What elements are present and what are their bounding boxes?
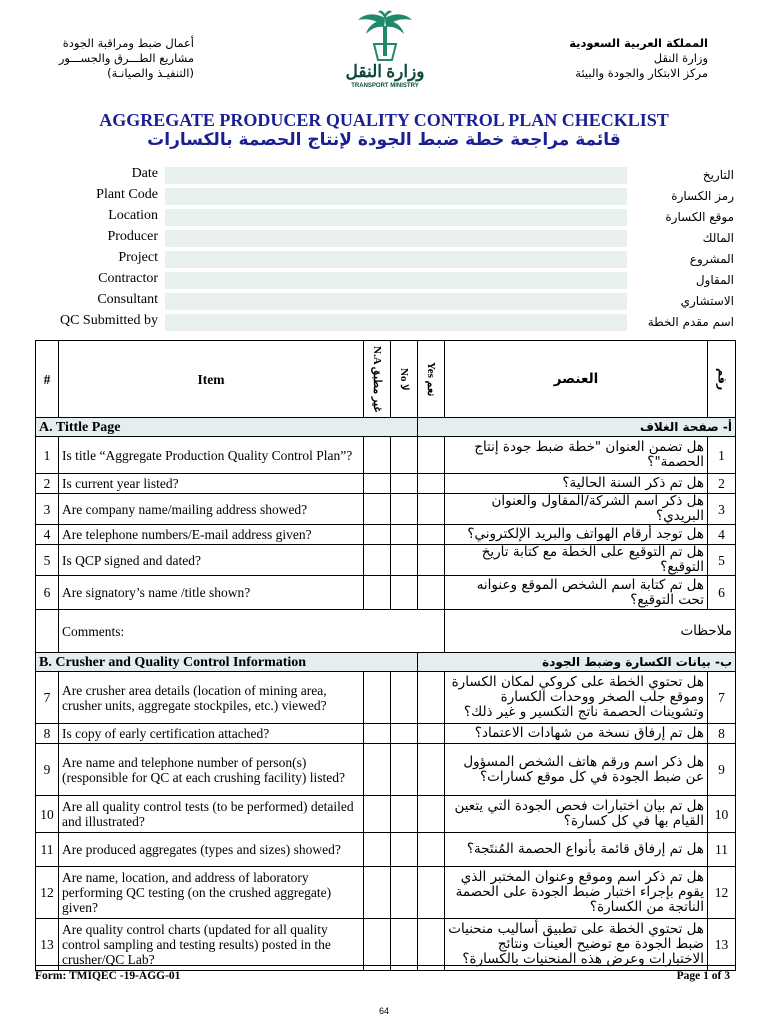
row-item-ar: هل تضمن العنوان "خطة ضبط جودة إنتاج الحصمة"؟ [445, 437, 708, 474]
page-indicator: Page 1 of 3 [676, 970, 730, 982]
yes-checkbox[interactable] [418, 867, 445, 919]
yes-checkbox[interactable] [418, 525, 445, 545]
no-checkbox[interactable] [391, 833, 418, 867]
no-checkbox[interactable] [391, 474, 418, 494]
producer-field[interactable] [165, 230, 627, 247]
row-number: 8 [36, 724, 59, 744]
yes-checkbox[interactable] [418, 576, 445, 610]
row-item-en: Is current year listed? [59, 474, 364, 494]
table-row [36, 796, 736, 833]
no-checkbox[interactable] [391, 576, 418, 610]
row-item-en: Are all quality control tests (to be performed) detailed and illustrated? [59, 796, 364, 833]
row-item-en: Are produced aggregates (types and sizes) showed? [59, 833, 364, 867]
row-number: 12 [36, 867, 59, 919]
row-item-ar: هل تم ذكر السنة الحالية؟ [445, 474, 708, 494]
no-checkbox[interactable] [391, 494, 418, 525]
row-number-ar: 13 [708, 919, 736, 971]
row-item-en: Are crusher area details (location of mining area, crusher units, aggregate stockpiles, etc.) viewed? [59, 672, 364, 724]
row-item-en: Are name and telephone number of person(s) (responsible for QC at each crushing facility) listed? [59, 744, 364, 796]
info-label-en: Location [108, 208, 158, 223]
row-item-ar: هل تم إرفاق نسخة من شهادات الاعتماد؟ [445, 724, 708, 744]
no-checkbox[interactable] [391, 545, 418, 576]
no-checkbox[interactable] [391, 724, 418, 744]
contractor-field[interactable] [165, 272, 627, 289]
plant-code-field[interactable] [165, 188, 627, 205]
consultant-field[interactable] [165, 293, 627, 310]
yes-checkbox[interactable] [418, 474, 445, 494]
row-number: 4 [36, 525, 59, 545]
no-checkbox[interactable] [391, 796, 418, 833]
na-checkbox[interactable] [364, 867, 391, 919]
na-checkbox[interactable] [364, 724, 391, 744]
info-label-en: Consultant [97, 292, 158, 307]
row-item-ar: هل تحتوي الخطة على تطبيق أساليب منحنيات ضبط الجودة مع توضيح العينات ونتائج الاختبارات وعرض هذه المنحنيات بالكسارة؟ [445, 919, 708, 971]
table-row [36, 724, 736, 744]
header-right-line-1: المملكة العربية السعودية [569, 36, 708, 50]
section-title-ar: ب- بيانات الكسارة وضبط الجودة [418, 653, 736, 672]
na-checkbox[interactable] [364, 474, 391, 494]
project-field[interactable] [165, 251, 627, 268]
row-item-en: Is title “Aggregate Production Quality Control Plan”? [59, 437, 364, 474]
table-header-row [36, 341, 736, 418]
row-number: 1 [36, 437, 59, 474]
row-item-ar: هل تم التوقيع على الخطة مع كتابة تاريخ التوقيع؟ [445, 545, 708, 576]
info-row-location [0, 207, 768, 227]
na-checkbox[interactable] [364, 796, 391, 833]
header-left-block [44, 36, 194, 81]
logo-arabic-text: وزارة النقل [345, 62, 425, 81]
info-row-consultant [0, 291, 768, 311]
palm-emblem-icon [330, 10, 440, 65]
row-item-en: Are telephone numbers/E-mail address given? [59, 525, 364, 545]
row-item-en: Is copy of early certification attached? [59, 724, 364, 744]
header-num-ar [708, 341, 736, 418]
row-number: 13 [36, 919, 59, 971]
header-no-label: No لا [398, 367, 410, 391]
section-header-a [36, 418, 736, 437]
header-num: # [36, 341, 59, 418]
row-item-ar: هل تم بيان اختبارات فحص الجودة التي يتعين القيام بها في كل كسارة؟ [445, 796, 708, 833]
row-number: 7 [36, 672, 59, 724]
na-checkbox[interactable] [364, 672, 391, 724]
section-title-en: A. Tittle Page [36, 418, 418, 437]
row-number-ar: 10 [708, 796, 736, 833]
na-checkbox[interactable] [364, 576, 391, 610]
table-row [36, 474, 736, 494]
info-label-ar: المالك [702, 231, 734, 245]
no-checkbox[interactable] [391, 437, 418, 474]
comments-field-en[interactable]: Comments: [59, 610, 445, 653]
info-label-en: Contractor [98, 271, 158, 286]
row-item-en: Is QCP signed and dated? [59, 545, 364, 576]
na-checkbox[interactable] [364, 833, 391, 867]
info-label-en: Date [131, 166, 158, 181]
na-checkbox[interactable] [364, 494, 391, 525]
row-number-ar: 2 [708, 474, 736, 494]
info-label-ar: رمز الكسارة [671, 189, 734, 203]
checklist-table [35, 340, 736, 971]
info-label-ar: التاريخ [702, 168, 734, 182]
row-item-en: Are quality control charts (updated for all quality control sampling and testing results) posted in the crusher/QC Lab? [59, 919, 364, 971]
na-checkbox[interactable] [364, 525, 391, 545]
header-num-ar-label: رقم [715, 367, 729, 391]
row-number-ar: 4 [708, 525, 736, 545]
yes-checkbox[interactable] [418, 437, 445, 474]
row-number-ar: 11 [708, 833, 736, 867]
row-item-ar: هل تم إرفاق قائمة بأنواع الحصمة المُنتَجة؟ [445, 833, 708, 867]
table-row [36, 576, 736, 610]
section-title-en: B. Crusher and Quality Control Information [36, 653, 418, 672]
row-item-ar: هل تحتوي الخطة على كروكي لمكان الكسارة وموقع جلب الصخر ووحدات الكسارة وتشوينات الحصمة ناتج التكسير و غير ذلك؟ [445, 672, 708, 724]
info-label-en: QC Submitted by [59, 313, 158, 328]
section-title-ar: أ- صفحة الغلاف [418, 418, 736, 437]
info-row-producer [0, 228, 768, 248]
na-checkbox[interactable] [364, 744, 391, 796]
no-checkbox[interactable] [391, 744, 418, 796]
location-field[interactable] [165, 209, 627, 226]
logo-english-text: TRANSPORT MINISTRY [351, 83, 419, 89]
row-number-ar: 5 [708, 545, 736, 576]
no-checkbox[interactable] [391, 919, 418, 971]
yes-checkbox[interactable] [418, 833, 445, 867]
date-field[interactable] [165, 167, 627, 184]
header-right-line-3: مركز الابتكار والجودة والبيئة [575, 66, 708, 80]
row-number: 11 [36, 833, 59, 867]
info-label-ar: المقاول [695, 273, 734, 287]
header-yes-label: Yes نعم [425, 361, 437, 397]
section-header-b [36, 653, 736, 672]
table-row [36, 545, 736, 576]
table-row [36, 672, 736, 724]
yes-checkbox[interactable] [418, 672, 445, 724]
table-row [36, 744, 736, 796]
info-label-en: Producer [107, 229, 158, 244]
info-label-ar: اسم مقدم الخطة [647, 315, 734, 329]
table-row [36, 919, 736, 971]
footer-divider [35, 965, 735, 966]
header-na [364, 341, 391, 418]
header-right-line-2: وزارة النقل [653, 51, 708, 65]
info-label-ar: موقع الكسارة [665, 210, 734, 224]
row-item-ar: هل ذكر اسم الشركة/المقاول والعنوان البريدي؟ [445, 494, 708, 525]
header-item-ar: العنصر [445, 341, 708, 418]
info-row-plant-code [0, 186, 768, 206]
header-left-line-3: (التنفيـذ والصيانـة) [107, 66, 194, 80]
info-row-project [0, 249, 768, 269]
row-item-ar: هل ذكر اسم ورقم هاتف الشخص المسؤول عن ضبط الجودة في كل موقع كسارات؟ [445, 744, 708, 796]
row-number-ar: 7 [708, 672, 736, 724]
row-number-ar: 1 [708, 437, 736, 474]
row-number-ar: 8 [708, 724, 736, 744]
row-number: 10 [36, 796, 59, 833]
info-label-en: Project [118, 250, 158, 265]
row-number: 2 [36, 474, 59, 494]
yes-checkbox[interactable] [418, 796, 445, 833]
info-label-en: Plant Code [96, 187, 158, 202]
row-number: 9 [36, 744, 59, 796]
table-row [36, 867, 736, 919]
ministry-logo [330, 10, 440, 90]
info-label-ar: الاستشاري [680, 294, 734, 308]
no-checkbox[interactable] [391, 867, 418, 919]
yes-checkbox[interactable] [418, 919, 445, 971]
qc-submitted-by-field[interactable] [165, 314, 627, 331]
row-item-en: Are company name/mailing address showed? [59, 494, 364, 525]
na-checkbox[interactable] [364, 545, 391, 576]
row-number-ar: 12 [708, 867, 736, 919]
info-row-contractor [0, 270, 768, 290]
document-title-ar: قائمة مراجعة خطة ضبط الجودة لإنتاج الحصمة بالكسارات [147, 130, 621, 150]
row-item-en: Are name, location, and address of laboratory performing QC testing (on the crushed aggregate) given? [59, 867, 364, 919]
na-checkbox[interactable] [364, 437, 391, 474]
row-number-ar: 3 [708, 494, 736, 525]
row-item-ar: هل تم كتابة اسم الشخص الموقع وعنوانه تحت التوقيع؟ [445, 576, 708, 610]
no-checkbox[interactable] [391, 525, 418, 545]
table-row [36, 494, 736, 525]
header-left-line-1: أعمال ضبط ومراقبة الجودة [62, 36, 194, 50]
yes-checkbox[interactable] [418, 724, 445, 744]
row-item-ar: هل تم ذكر اسم وموقع وعنوان المختبر الذي يقوم بإجراء اختبار ضبط الجودة على الحصمة الناتجة من الكسارة؟ [445, 867, 708, 919]
no-checkbox[interactable] [391, 672, 418, 724]
row-number-ar: 6 [708, 576, 736, 610]
yes-checkbox[interactable] [418, 494, 445, 525]
na-checkbox[interactable] [364, 919, 391, 971]
header-right-block [488, 36, 708, 81]
header-yes [418, 341, 445, 418]
page-number: 64 [378, 1006, 389, 1016]
row-number-ar: 9 [708, 744, 736, 796]
row-item-ar: هل توجد أرقام الهواتف والبريد الإلكتروني؟ [445, 525, 708, 545]
row-number: 3 [36, 494, 59, 525]
comments-spacer [36, 610, 59, 653]
info-row-qc-submitted-by [0, 312, 768, 332]
comments-field-ar[interactable]: ملاحظات [445, 610, 736, 653]
info-row-date [0, 165, 768, 185]
header-left-line-2: مشاريع الطـــرق والجســـور [58, 51, 194, 65]
document-title-en: AGGREGATE PRODUCER QUALITY CONTROL PLAN CHECKLIST [99, 110, 669, 130]
row-number: 6 [36, 576, 59, 610]
table-row [36, 437, 736, 474]
form-number: Form: TMIQEC -19-AGG-01 [35, 970, 181, 982]
table-row [36, 833, 736, 867]
info-label-ar: المشروع [689, 252, 734, 266]
row-number: 5 [36, 545, 59, 576]
table-row [36, 525, 736, 545]
header-na-label: N.A غير مطبق [371, 345, 383, 413]
header-no [391, 341, 418, 418]
row-item-en: Are signatory’s name /title shown? [59, 576, 364, 610]
comments-row-a [36, 610, 736, 653]
yes-checkbox[interactable] [418, 545, 445, 576]
yes-checkbox[interactable] [418, 744, 445, 796]
header-item: Item [59, 341, 364, 418]
